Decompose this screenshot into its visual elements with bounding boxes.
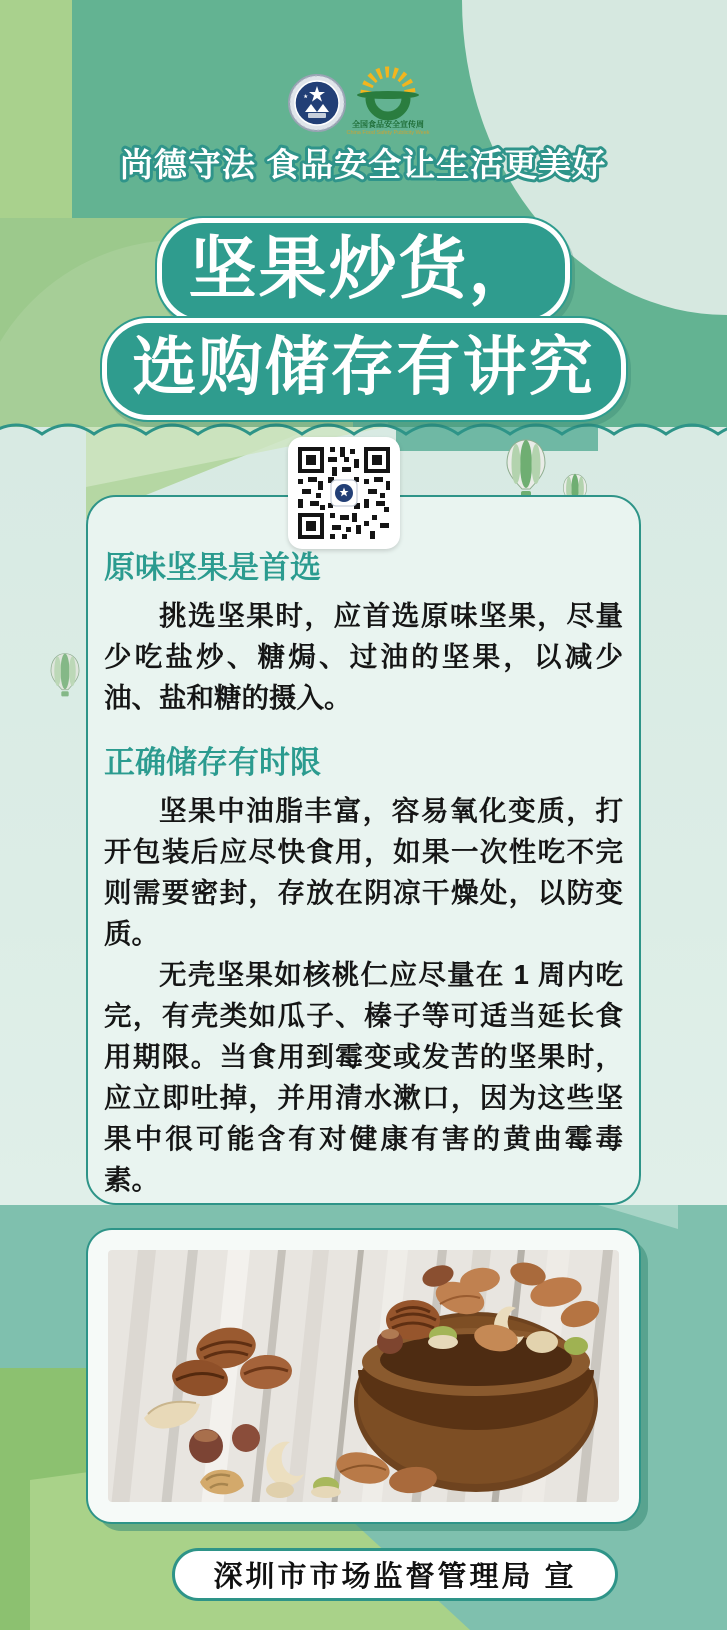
hot-air-balloon-icon	[48, 652, 82, 698]
poster-title	[0, 218, 727, 420]
week-subtitle: China Food Safety Publicity Week	[346, 130, 430, 136]
section-1-paragraph-1: 挑选坚果时，应首选原味坚果，尽量少吃盐炒、糖焗、过油的坚果，以减少油、盐和糖的摄入。	[104, 600, 623, 713]
section-2-paragraph-2: 无壳坚果如核桃仁应尽量在 1 周内吃完，有壳类如瓜子、榛子等可适当延长食用期限。当食用到霉变或发苦的坚果时，应立即吐掉，并用清水漱口，因为这些坚果中很可能含有对健康有害的黄曲霉毒素。	[104, 959, 623, 1195]
section-heading-1: 原味坚果是首选	[104, 550, 321, 585]
food-safety-week-logo-icon	[352, 66, 424, 124]
section-2-paragraph-1: 坚果中油脂丰富，容易氧化变质，打开包装后应尽快食用，如果一次性吃不完则需要密封，存放在阴凉干燥处，以防变质。	[104, 795, 623, 949]
nuts-illustration	[108, 1250, 619, 1502]
bg-gap-wedge	[598, 1205, 678, 1229]
slogan-banner	[0, 132, 727, 196]
publisher-pill	[172, 1548, 618, 1601]
week-title: 全国食品安全宣传周	[352, 120, 424, 129]
title-line-2: 选购储存有讲究	[102, 318, 626, 420]
photo-card	[86, 1228, 641, 1524]
publisher-text: 深圳市市场监督管理局 宣	[213, 1561, 577, 1593]
mixed-nuts-photo	[108, 1250, 619, 1502]
qr-code	[288, 437, 400, 549]
market-supervision-badge-icon	[287, 72, 347, 138]
slogan-text: 尚德守法 食品安全让生活更美好	[119, 146, 607, 183]
title-line-1: 坚果炒货，	[157, 218, 569, 324]
section-heading-2: 正确储存有时限	[104, 745, 321, 780]
info-card	[86, 495, 641, 1205]
hot-air-balloon-icon	[503, 438, 549, 500]
